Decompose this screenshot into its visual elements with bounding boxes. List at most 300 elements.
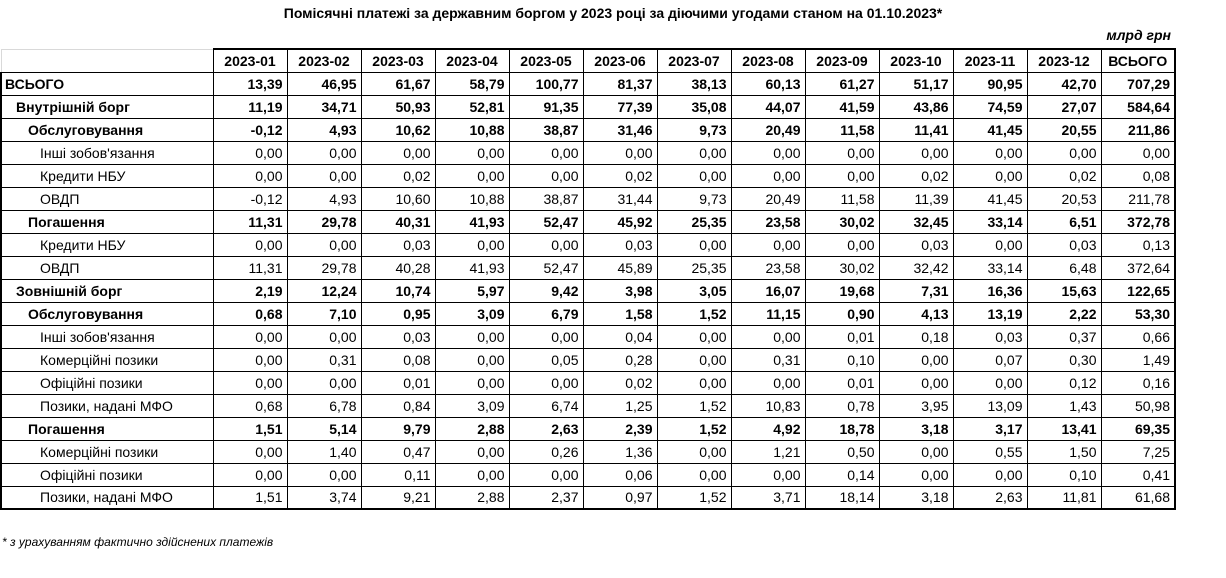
value-cell: 11,41 xyxy=(879,118,953,141)
table-row xyxy=(1,463,1175,486)
value-cell: 25,35 xyxy=(657,210,731,233)
value-cell: 0,00 xyxy=(435,325,509,348)
value-cell: 60,13 xyxy=(731,72,805,95)
value-cell: 0,00 xyxy=(657,371,731,394)
table-row xyxy=(1,302,1175,325)
row-label: Внутрішній борг xyxy=(1,95,213,118)
value-cell: 0,00 xyxy=(213,141,287,164)
value-cell: 58,79 xyxy=(435,72,509,95)
value-cell: 0,00 xyxy=(953,233,1027,256)
value-cell: 6,79 xyxy=(509,302,583,325)
value-cell: 0,37 xyxy=(1027,325,1101,348)
value-cell: 2,22 xyxy=(1027,302,1101,325)
value-cell: 0,02 xyxy=(879,164,953,187)
value-cell: 51,17 xyxy=(879,72,953,95)
value-cell: 13,39 xyxy=(213,72,287,95)
value-cell: 41,45 xyxy=(953,187,1027,210)
value-cell: 10,74 xyxy=(361,279,435,302)
value-cell: 9,42 xyxy=(509,279,583,302)
column-header: 2023-04 xyxy=(435,49,509,72)
value-cell: 0,00 xyxy=(805,233,879,256)
value-cell: 6,78 xyxy=(287,394,361,417)
value-cell: 40,31 xyxy=(361,210,435,233)
row-label: ВСЬОГО xyxy=(1,72,213,95)
value-cell: 27,07 xyxy=(1027,95,1101,118)
value-cell: 0,00 xyxy=(805,164,879,187)
value-cell: 0,00 xyxy=(213,164,287,187)
value-cell: 0,28 xyxy=(583,348,657,371)
value-cell: 0,00 xyxy=(435,141,509,164)
value-cell: 10,88 xyxy=(435,118,509,141)
value-cell: 2,88 xyxy=(435,486,509,509)
value-cell: 6,51 xyxy=(1027,210,1101,233)
value-cell: 6,74 xyxy=(509,394,583,417)
value-cell: 7,10 xyxy=(287,302,361,325)
value-cell: 91,35 xyxy=(509,95,583,118)
value-cell: 0,55 xyxy=(953,440,1027,463)
value-cell: 0,00 xyxy=(731,463,805,486)
value-cell: 16,07 xyxy=(731,279,805,302)
value-cell: 0,00 xyxy=(953,141,1027,164)
value-cell: 2,63 xyxy=(509,417,583,440)
value-cell: 1,51 xyxy=(213,417,287,440)
value-cell: 35,08 xyxy=(657,95,731,118)
value-cell: 0,03 xyxy=(583,233,657,256)
value-cell: 0,00 xyxy=(731,141,805,164)
value-cell: 3,09 xyxy=(435,394,509,417)
value-cell: 3,98 xyxy=(583,279,657,302)
value-cell: 1,21 xyxy=(731,440,805,463)
row-label: Позики, надані МФО xyxy=(1,486,213,509)
value-cell: 0,00 xyxy=(435,233,509,256)
value-cell: 0,00 xyxy=(435,348,509,371)
value-cell: 0,50 xyxy=(805,440,879,463)
row-label: Комерційні позики xyxy=(1,348,213,371)
value-cell: 41,59 xyxy=(805,95,879,118)
row-label: Зовнішній борг xyxy=(1,279,213,302)
value-cell: 0,00 xyxy=(657,440,731,463)
value-cell: 0,26 xyxy=(509,440,583,463)
value-cell: 0,00 xyxy=(731,371,805,394)
row-label: Погашення xyxy=(1,210,213,233)
value-cell: 0,66 xyxy=(1101,325,1175,348)
value-cell: 18,78 xyxy=(805,417,879,440)
value-cell: 29,78 xyxy=(287,256,361,279)
value-cell: 11,58 xyxy=(805,187,879,210)
value-cell: 33,14 xyxy=(953,256,1027,279)
value-cell: 0,00 xyxy=(583,141,657,164)
value-cell: -0,12 xyxy=(213,187,287,210)
table-row xyxy=(1,95,1175,118)
value-cell: 0,84 xyxy=(361,394,435,417)
value-cell: 372,64 xyxy=(1101,256,1175,279)
value-cell: 122,65 xyxy=(1101,279,1175,302)
debt-payments-table xyxy=(0,48,1176,510)
value-cell: 3,05 xyxy=(657,279,731,302)
table-row xyxy=(1,72,1175,95)
row-label: Кредити НБУ xyxy=(1,233,213,256)
value-cell: 34,71 xyxy=(287,95,361,118)
value-cell: 23,58 xyxy=(731,256,805,279)
value-cell: 33,14 xyxy=(953,210,1027,233)
table-row xyxy=(1,187,1175,210)
value-cell: 19,68 xyxy=(805,279,879,302)
value-cell: 0,31 xyxy=(287,348,361,371)
value-cell: 2,19 xyxy=(213,279,287,302)
value-cell: 52,81 xyxy=(435,95,509,118)
value-cell: 53,30 xyxy=(1101,302,1175,325)
value-cell: 0,10 xyxy=(1027,463,1101,486)
value-cell: 0,01 xyxy=(805,371,879,394)
column-header: ВСЬОГО xyxy=(1101,49,1175,72)
value-cell: 0,13 xyxy=(1101,233,1175,256)
value-cell: 4,92 xyxy=(731,417,805,440)
value-cell: 9,73 xyxy=(657,118,731,141)
value-cell: 3,95 xyxy=(879,394,953,417)
column-header: 2023-06 xyxy=(583,49,657,72)
value-cell: 1,58 xyxy=(583,302,657,325)
value-cell: 0,00 xyxy=(509,164,583,187)
value-cell: 0,00 xyxy=(287,141,361,164)
row-label: Комерційні позики xyxy=(1,440,213,463)
value-cell: 0,00 xyxy=(435,440,509,463)
column-header: 2023-08 xyxy=(731,49,805,72)
column-header: 2023-05 xyxy=(509,49,583,72)
value-cell: 77,39 xyxy=(583,95,657,118)
value-cell: 0,00 xyxy=(287,164,361,187)
value-cell: 15,63 xyxy=(1027,279,1101,302)
value-cell: 11,19 xyxy=(213,95,287,118)
value-cell: 0,00 xyxy=(657,233,731,256)
value-cell: 0,00 xyxy=(805,141,879,164)
column-header: 2023-10 xyxy=(879,49,953,72)
value-cell: 41,93 xyxy=(435,210,509,233)
value-cell: -0,12 xyxy=(213,118,287,141)
row-label: Обслуговування xyxy=(1,302,213,325)
value-cell: 0,00 xyxy=(657,325,731,348)
value-cell: 0,00 xyxy=(731,233,805,256)
value-cell: 6,48 xyxy=(1027,256,1101,279)
column-header: 2023-09 xyxy=(805,49,879,72)
value-cell: 0,90 xyxy=(805,302,879,325)
value-cell: 0,00 xyxy=(657,164,731,187)
value-cell: 0,00 xyxy=(213,348,287,371)
value-cell: 10,83 xyxy=(731,394,805,417)
header-corner-cell xyxy=(1,49,213,72)
value-cell: 0,95 xyxy=(361,302,435,325)
value-cell: 0,00 xyxy=(509,371,583,394)
value-cell: 584,64 xyxy=(1101,95,1175,118)
value-cell: 0,00 xyxy=(879,463,953,486)
value-cell: 0,00 xyxy=(879,141,953,164)
column-header: 2023-03 xyxy=(361,49,435,72)
header-row xyxy=(1,49,1175,72)
value-cell: 0,00 xyxy=(287,325,361,348)
value-cell: 0,00 xyxy=(213,440,287,463)
value-cell: 46,95 xyxy=(287,72,361,95)
value-cell: 20,55 xyxy=(1027,118,1101,141)
value-cell: 5,14 xyxy=(287,417,361,440)
column-header: 2023-11 xyxy=(953,49,1027,72)
value-cell: 0,08 xyxy=(361,348,435,371)
value-cell: 5,97 xyxy=(435,279,509,302)
value-cell: 0,16 xyxy=(1101,371,1175,394)
value-cell: 0,11 xyxy=(361,463,435,486)
value-cell: 20,53 xyxy=(1027,187,1101,210)
value-cell: 3,74 xyxy=(287,486,361,509)
value-cell: 50,98 xyxy=(1101,394,1175,417)
value-cell: 1,52 xyxy=(657,394,731,417)
value-cell: 100,77 xyxy=(509,72,583,95)
row-label: Офіційні позики xyxy=(1,371,213,394)
value-cell: 11,39 xyxy=(879,187,953,210)
value-cell: 50,93 xyxy=(361,95,435,118)
value-cell: 42,70 xyxy=(1027,72,1101,95)
value-cell: 0,00 xyxy=(509,325,583,348)
value-cell: 0,78 xyxy=(805,394,879,417)
column-header: 2023-07 xyxy=(657,49,731,72)
value-cell: 38,87 xyxy=(509,187,583,210)
value-cell: 0,00 xyxy=(657,463,731,486)
row-label: Кредити НБУ xyxy=(1,164,213,187)
value-cell: 11,81 xyxy=(1027,486,1101,509)
table-row xyxy=(1,141,1175,164)
value-cell: 43,86 xyxy=(879,95,953,118)
value-cell: 0,03 xyxy=(953,325,1027,348)
value-cell: 30,02 xyxy=(805,210,879,233)
value-cell: 2,39 xyxy=(583,417,657,440)
value-cell: 0,00 xyxy=(213,325,287,348)
value-cell: 0,68 xyxy=(213,394,287,417)
value-cell: 3,18 xyxy=(879,486,953,509)
value-cell: 31,44 xyxy=(583,187,657,210)
value-cell: 3,71 xyxy=(731,486,805,509)
value-cell: 4,93 xyxy=(287,187,361,210)
value-cell: 0,68 xyxy=(213,302,287,325)
value-cell: 0,41 xyxy=(1101,463,1175,486)
value-cell: 1,52 xyxy=(657,486,731,509)
value-cell: 11,31 xyxy=(213,256,287,279)
value-cell: 0,01 xyxy=(805,325,879,348)
value-cell: 0,00 xyxy=(213,371,287,394)
value-cell: 40,28 xyxy=(361,256,435,279)
value-cell: 0,08 xyxy=(1101,164,1175,187)
table-row xyxy=(1,210,1175,233)
value-cell: 0,00 xyxy=(1101,141,1175,164)
value-cell: 61,68 xyxy=(1101,486,1175,509)
value-cell: 0,12 xyxy=(1027,371,1101,394)
column-header: 2023-12 xyxy=(1027,49,1101,72)
value-cell: 0,00 xyxy=(287,371,361,394)
value-cell: 32,45 xyxy=(879,210,953,233)
column-header: 2023-02 xyxy=(287,49,361,72)
value-cell: 1,50 xyxy=(1027,440,1101,463)
row-label: Офіційні позики xyxy=(1,463,213,486)
value-cell: 1,52 xyxy=(657,417,731,440)
value-cell: 0,00 xyxy=(213,463,287,486)
value-cell: 0,14 xyxy=(805,463,879,486)
value-cell: 0,00 xyxy=(657,348,731,371)
value-cell: 1,52 xyxy=(657,302,731,325)
row-label: Обслуговування xyxy=(1,118,213,141)
value-cell: 0,00 xyxy=(1027,141,1101,164)
value-cell: 211,86 xyxy=(1101,118,1175,141)
value-cell: 0,05 xyxy=(509,348,583,371)
value-cell: 12,24 xyxy=(287,279,361,302)
value-cell: 11,15 xyxy=(731,302,805,325)
value-cell: 707,29 xyxy=(1101,72,1175,95)
value-cell: 211,78 xyxy=(1101,187,1175,210)
value-cell: 20,49 xyxy=(731,118,805,141)
value-cell: 0,03 xyxy=(879,233,953,256)
value-cell: 4,93 xyxy=(287,118,361,141)
value-cell: 7,25 xyxy=(1101,440,1175,463)
value-cell: 0,47 xyxy=(361,440,435,463)
value-cell: 0,18 xyxy=(879,325,953,348)
value-cell: 1,25 xyxy=(583,394,657,417)
value-cell: 0,03 xyxy=(1027,233,1101,256)
value-cell: 0,00 xyxy=(731,325,805,348)
table-row xyxy=(1,371,1175,394)
value-cell: 0,00 xyxy=(435,371,509,394)
row-label: Інші зобов'язання xyxy=(1,325,213,348)
value-cell: 38,13 xyxy=(657,72,731,95)
value-cell: 0,00 xyxy=(509,141,583,164)
value-cell: 0,00 xyxy=(509,233,583,256)
value-cell: 0,97 xyxy=(583,486,657,509)
value-cell: 7,31 xyxy=(879,279,953,302)
value-cell: 31,46 xyxy=(583,118,657,141)
value-cell: 69,35 xyxy=(1101,417,1175,440)
value-cell: 9,73 xyxy=(657,187,731,210)
value-cell: 0,00 xyxy=(879,371,953,394)
value-cell: 0,04 xyxy=(583,325,657,348)
value-cell: 61,67 xyxy=(361,72,435,95)
units-label: млрд грн xyxy=(1106,27,1171,43)
page-title: Помісячні платежі за державним боргом у 2023 році за діючими угодами станом на 01.10.2023* xyxy=(283,5,943,21)
value-cell: 13,19 xyxy=(953,302,1027,325)
value-cell: 3,17 xyxy=(953,417,1027,440)
value-cell: 0,02 xyxy=(361,164,435,187)
value-cell: 0,30 xyxy=(1027,348,1101,371)
value-cell: 30,02 xyxy=(805,256,879,279)
value-cell: 13,41 xyxy=(1027,417,1101,440)
value-cell: 90,95 xyxy=(953,72,1027,95)
row-label: ОВДП xyxy=(1,187,213,210)
table-row xyxy=(1,118,1175,141)
value-cell: 0,00 xyxy=(287,233,361,256)
value-cell: 1,43 xyxy=(1027,394,1101,417)
value-cell: 2,88 xyxy=(435,417,509,440)
value-cell: 0,03 xyxy=(361,325,435,348)
value-cell: 10,60 xyxy=(361,187,435,210)
table-row xyxy=(1,164,1175,187)
value-cell: 0,00 xyxy=(435,164,509,187)
row-label: Погашення xyxy=(1,417,213,440)
value-cell: 1,40 xyxy=(287,440,361,463)
value-cell: 0,07 xyxy=(953,348,1027,371)
table-row xyxy=(1,440,1175,463)
value-cell: 2,37 xyxy=(509,486,583,509)
row-label: Інші зобов'язання xyxy=(1,141,213,164)
value-cell: 1,51 xyxy=(213,486,287,509)
value-cell: 45,92 xyxy=(583,210,657,233)
value-cell: 0,03 xyxy=(361,233,435,256)
value-cell: 41,93 xyxy=(435,256,509,279)
value-cell: 0,00 xyxy=(509,463,583,486)
value-cell: 0,01 xyxy=(361,371,435,394)
value-cell: 2,63 xyxy=(953,486,1027,509)
value-cell: 10,88 xyxy=(435,187,509,210)
value-cell: 11,58 xyxy=(805,118,879,141)
value-cell: 25,35 xyxy=(657,256,731,279)
value-cell: 61,27 xyxy=(805,72,879,95)
value-cell: 9,79 xyxy=(361,417,435,440)
value-cell: 10,62 xyxy=(361,118,435,141)
value-cell: 0,00 xyxy=(213,233,287,256)
value-cell: 45,89 xyxy=(583,256,657,279)
value-cell: 0,00 xyxy=(731,164,805,187)
value-cell: 0,02 xyxy=(583,371,657,394)
value-cell: 0,00 xyxy=(657,141,731,164)
value-cell: 74,59 xyxy=(953,95,1027,118)
value-cell: 0,00 xyxy=(435,463,509,486)
value-cell: 1,49 xyxy=(1101,348,1175,371)
value-cell: 52,47 xyxy=(509,256,583,279)
table-row xyxy=(1,394,1175,417)
row-label: Позики, надані МФО xyxy=(1,394,213,417)
value-cell: 3,09 xyxy=(435,302,509,325)
value-cell: 16,36 xyxy=(953,279,1027,302)
value-cell: 0,10 xyxy=(805,348,879,371)
value-cell: 0,00 xyxy=(953,164,1027,187)
value-cell: 9,21 xyxy=(361,486,435,509)
value-cell: 13,09 xyxy=(953,394,1027,417)
value-cell: 0,06 xyxy=(583,463,657,486)
value-cell: 372,78 xyxy=(1101,210,1175,233)
value-cell: 0,00 xyxy=(361,141,435,164)
value-cell: 11,31 xyxy=(213,210,287,233)
value-cell: 38,87 xyxy=(509,118,583,141)
value-cell: 4,13 xyxy=(879,302,953,325)
table-row xyxy=(1,348,1175,371)
table-row xyxy=(1,325,1175,348)
value-cell: 41,45 xyxy=(953,118,1027,141)
table-row xyxy=(1,233,1175,256)
value-cell: 18,14 xyxy=(805,486,879,509)
table-row xyxy=(1,279,1175,302)
value-cell: 0,31 xyxy=(731,348,805,371)
value-cell: 0,00 xyxy=(879,348,953,371)
value-cell: 0,00 xyxy=(953,371,1027,394)
value-cell: 0,00 xyxy=(953,463,1027,486)
value-cell: 1,36 xyxy=(583,440,657,463)
value-cell: 0,00 xyxy=(879,440,953,463)
table-row xyxy=(1,417,1175,440)
value-cell: 0,00 xyxy=(287,463,361,486)
table-row xyxy=(1,256,1175,279)
value-cell: 52,47 xyxy=(509,210,583,233)
value-cell: 29,78 xyxy=(287,210,361,233)
column-header: 2023-01 xyxy=(213,49,287,72)
table-row xyxy=(1,486,1175,509)
value-cell: 3,18 xyxy=(879,417,953,440)
row-label: ОВДП xyxy=(1,256,213,279)
value-cell: 0,02 xyxy=(583,164,657,187)
value-cell: 0,02 xyxy=(1027,164,1101,187)
value-cell: 32,42 xyxy=(879,256,953,279)
value-cell: 44,07 xyxy=(731,95,805,118)
